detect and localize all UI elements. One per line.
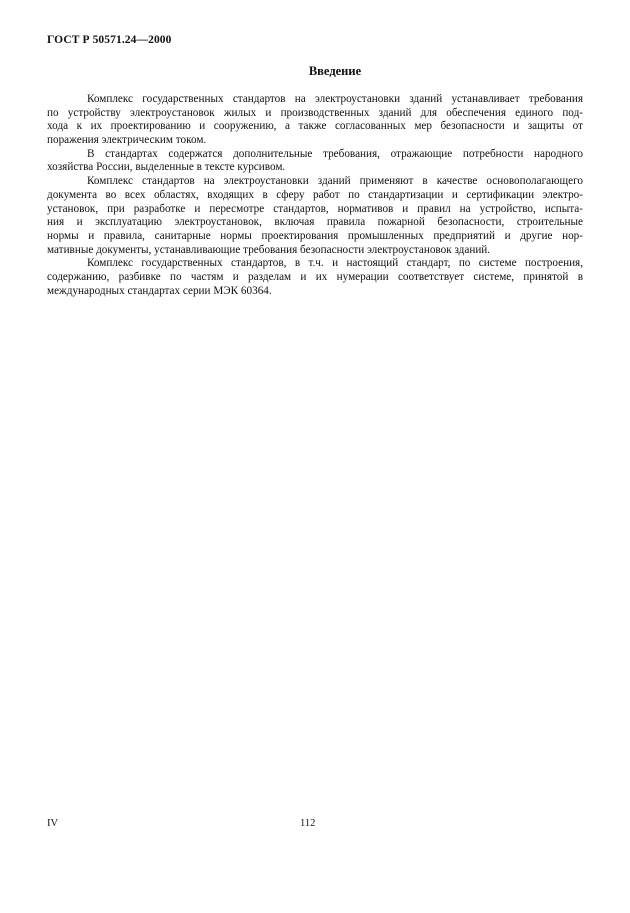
- section-title: Введение: [308, 64, 362, 78]
- text-line: международных стандартах серии МЭК 60364.: [47, 284, 272, 297]
- text-line: Комплекс государственных стандартов, в т.ч. и настоящий стандарт, по системе построения,: [87, 257, 583, 270]
- roman-page-number: IV: [47, 818, 59, 829]
- introduction-body: [47, 93, 583, 298]
- text-line: мативные документы, устанавливающие требования безопасности электроустановок зданий.: [47, 243, 491, 256]
- paragraph-2: [47, 148, 583, 175]
- text-line: хозяйства России, выделенные в тексте курсивом.: [47, 161, 286, 174]
- text-line: хода к их проектированию и сооружению, а также согласованных мер безопасности и защиты от: [47, 120, 583, 133]
- text-line: установок, при разработке и пересмотре стандартов, нормативов и правил на устройство, испыта-: [47, 202, 583, 215]
- page-number: 112: [300, 818, 316, 829]
- document-code-header: ГОСТ Р 50571.24—2000: [47, 34, 172, 46]
- text-line: ния и эксплуатацию электроустановок, включая правила пожарной безопасности, строительные: [47, 216, 583, 229]
- text-line: поражения электрическим током.: [47, 134, 207, 147]
- paragraph-4: [47, 257, 583, 298]
- paragraph-3: [47, 175, 583, 257]
- text-line: Комплекс стандартов на электроустановки зданий применяют в качестве основополагающего: [87, 175, 583, 188]
- text-line: нормы и правила, санитарные нормы проектирования промышленных предприятий и другие нор-: [47, 229, 583, 242]
- text-line: по устройству электроустановок жилых и производственных зданий для обеспечения единого под-: [47, 106, 583, 119]
- text-line: В стандартах содержатся дополнительные требования, отражающие потребности народного: [87, 147, 583, 160]
- text-line: содержанию, разбивке по частям и разделам и их нумерации соответствует системе, принятой в: [47, 270, 583, 283]
- text-line: документа во всех областях, входящих в сферу работ по стандартизации и сертификации электро-: [47, 188, 583, 201]
- text-line: Комплекс государственных стандартов на электроустановки зданий устанавливает требования: [87, 93, 583, 105]
- paragraph-1: [47, 93, 583, 148]
